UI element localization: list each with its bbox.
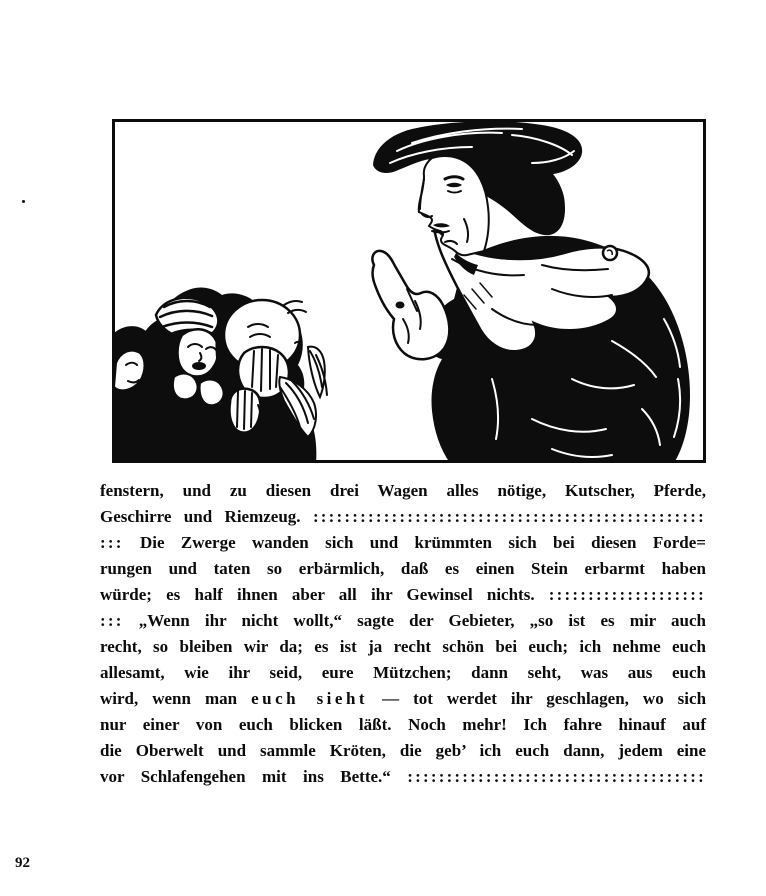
text-segment: die Oberwelt und sammle Kröten, die geb’ ich euch dann, jedem eine [100,741,706,760]
text-segment: nur einer von euch blicken läßt. Noch mehr! Ich fahre hinauf auf [100,715,706,734]
text-segment: :::::::::::::::::::::::::::::::::::::::::::::::::: [312,507,706,526]
text-segment: :::::::::::::::::::: [548,585,707,604]
text-segment: vor Schlafengehen mit ins Bette.“ [100,767,391,786]
text-line-10 [100,712,706,738]
illustration-figure [112,119,706,463]
body-text [100,478,706,790]
text-line-2 [100,504,706,530]
page-number: 92 [15,855,30,871]
illustration-drawing [112,119,706,463]
text-line-5 [100,582,706,608]
text-line-9 [100,686,706,712]
text-segment: ::: [100,611,124,630]
text-segment: „Wenn ihr nicht wollt,“ sagte der Gebieter, „so ist es mir auch [138,611,706,630]
text-segment: Geschirre und Riemzeug. [100,507,301,526]
text-line-4 [100,556,706,582]
text-segment: Die Zwerge wanden sich und krümmten sich bei diesen Forde= [139,533,706,552]
ink-speck [22,200,25,203]
text-segment: recht, so bleiben wir da; es ist ja recht schön bei euch; ich nehme euch [100,637,706,656]
text-segment: ::: [100,533,124,552]
text-segment: rungen und taten so erbärmlich, daß es einen Stein erbarmt haben [100,559,706,578]
text-line-11 [100,738,706,764]
text-line-8 [100,660,706,686]
text-line-6 [100,608,706,634]
text-line-7 [100,634,706,660]
text-segment: fenstern, und zu diesen drei Wagen alles nötige, Kutscher, Pferde, [100,481,706,500]
text-line-3 [100,530,706,556]
text-segment: :::::::::::::::::::::::::::::::::::::: [407,767,706,786]
text-line-12 [100,764,706,790]
text-segment: allesamt, wie ihr seid, eure Mützchen; dann seht, was aus euch [100,663,706,682]
text-segment: wird, wenn man [100,689,238,708]
text-segment: würde; es half ihnen aber all ihr Gewinsel nichts. [100,585,535,604]
text-segment: — tot werdet ihr geschlagen, wo sich [382,689,707,708]
text-line-1 [100,478,706,504]
text-segment: euch sieht [251,689,369,708]
